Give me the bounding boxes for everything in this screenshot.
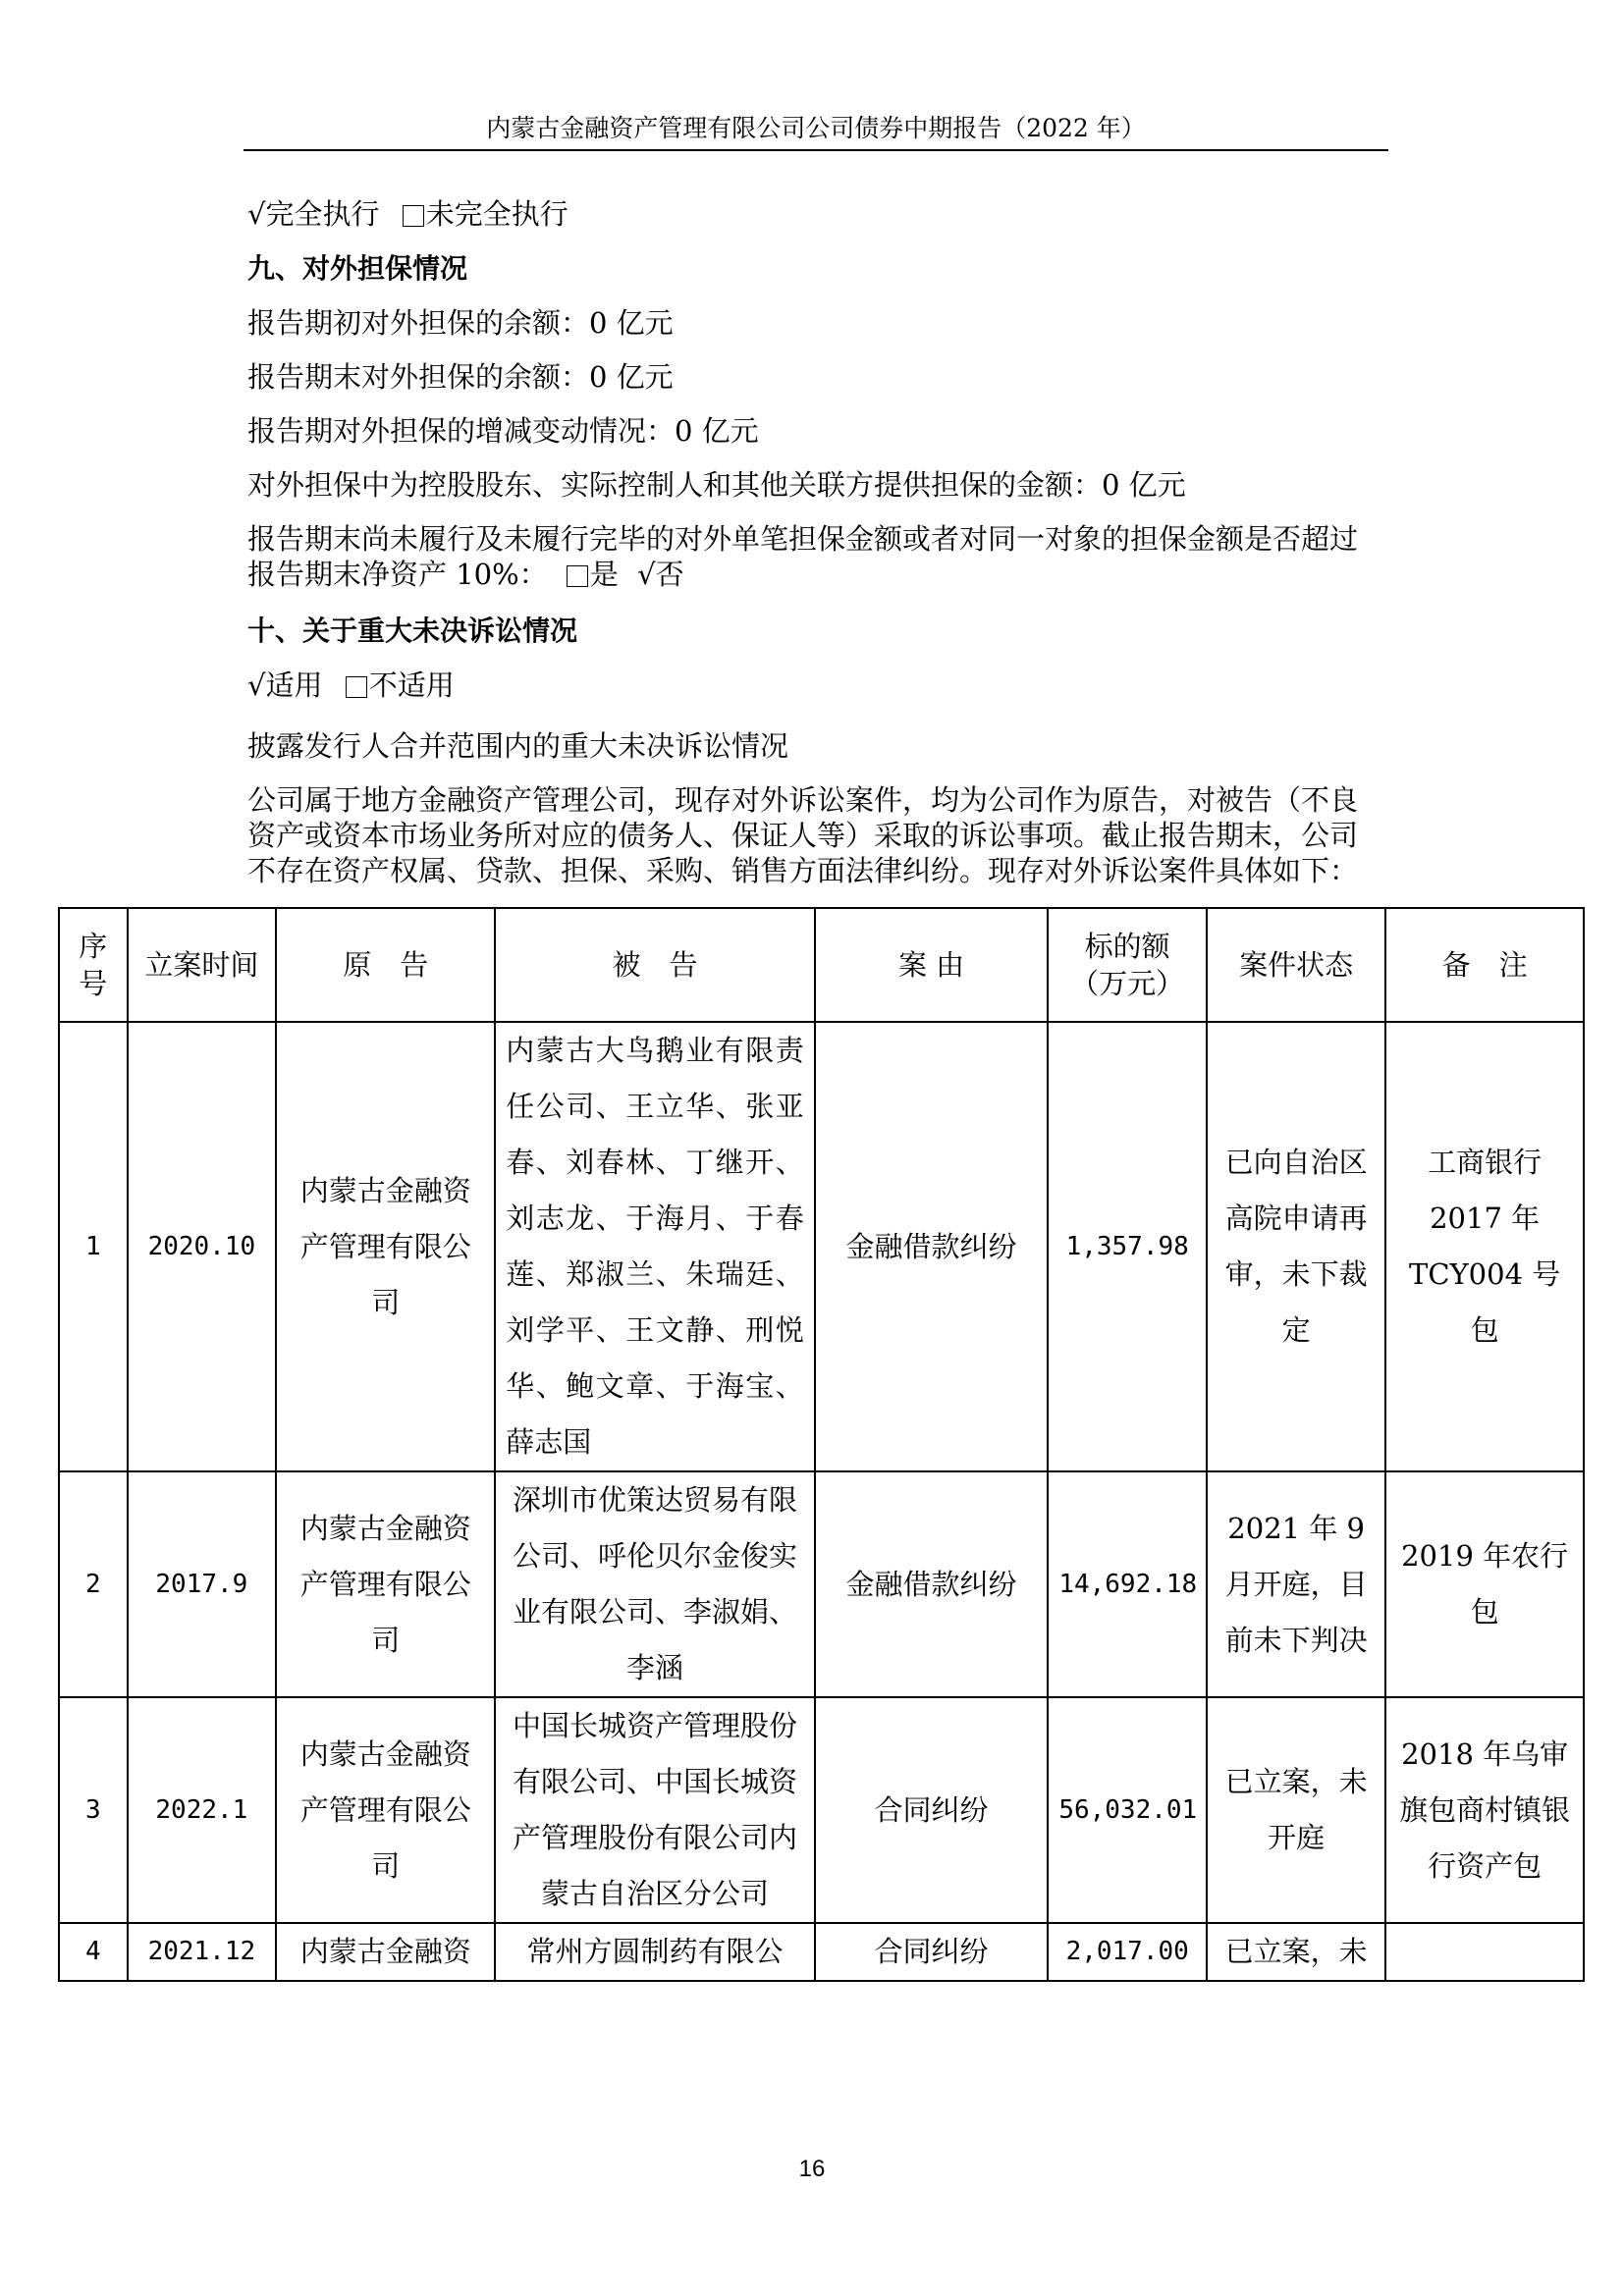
disclosure-title: 披露发行人合并范围内的重大未决诉讼情况 xyxy=(247,729,789,763)
table-row xyxy=(59,1923,1584,1981)
cell-remark xyxy=(1385,1923,1584,1981)
cell-status: 已向自治区高院申请再审，未下裁定 xyxy=(1207,1022,1385,1471)
applicability-line xyxy=(247,667,1391,703)
section-9-title: 九、对外担保情况 xyxy=(247,252,468,285)
table-row xyxy=(59,1471,1584,1697)
guarantee-exceed-label: 报告期末净资产 10%： xyxy=(247,558,548,591)
applicable-option: √适用 xyxy=(247,668,323,702)
table-row xyxy=(59,1697,1584,1923)
header-remark: 备 注 xyxy=(1385,908,1584,1022)
cell-date: 2017.9 xyxy=(128,1471,277,1697)
table-row xyxy=(59,1022,1584,1471)
cell-plaintiff: 内蒙古金融资产管理有限公司 xyxy=(276,1471,495,1697)
cell-remark: 工商银行2017 年TCY004 号包 xyxy=(1385,1022,1584,1471)
report-header: 内蒙古金融资产管理有限公司公司债券中期报告（2022 年） xyxy=(486,114,1146,142)
cell-seq: 4 xyxy=(59,1923,128,1981)
cell-seq: 2 xyxy=(59,1471,128,1697)
header-rule xyxy=(244,149,1388,151)
cell-defendant: 中国长城资产管理股份有限公司、中国长城资产管理股份有限公司内蒙古自治区分公司 xyxy=(495,1697,815,1923)
description-line-2: 资产或资本市场业务所对应的债务人、保证人等）采取的诉讼事项。截止报告期末，公司 xyxy=(247,819,1359,852)
checkbox-empty-icon xyxy=(567,565,588,587)
cell-amount: 2,017.00 xyxy=(1048,1923,1207,1981)
cell-amount: 1,357.98 xyxy=(1048,1022,1207,1471)
no-option: √否 xyxy=(637,558,684,591)
litigation-table xyxy=(58,907,1585,1982)
cell-status: 已立案，未开庭 xyxy=(1207,1697,1385,1923)
cell-remark: 2018 年乌审旗包商村镇银行资产包 xyxy=(1385,1697,1584,1923)
header-plaintiff: 原 告 xyxy=(276,908,495,1022)
header-date: 立案时间 xyxy=(128,908,277,1022)
cell-plaintiff: 内蒙古金融资产管理有限公司 xyxy=(276,1697,495,1923)
header-seq: 序 号 xyxy=(59,908,128,1022)
guarantee-start-balance: 报告期初对外担保的余额：0 亿元 xyxy=(247,306,674,340)
cell-seq: 3 xyxy=(59,1697,128,1923)
guarantee-end-balance: 报告期末对外担保的余额：0 亿元 xyxy=(247,360,674,394)
cell-amount: 14,692.18 xyxy=(1048,1471,1207,1697)
header-cause: 案 由 xyxy=(815,908,1049,1022)
guarantee-related-party: 对外担保中为控股股东、实际控制人和其他关联方提供担保的金额：0 亿元 xyxy=(247,468,1186,502)
execution-full-option: √完全执行 xyxy=(247,197,380,231)
header-defendant: 被 告 xyxy=(495,908,815,1022)
cell-cause: 合同纠纷 xyxy=(815,1697,1049,1923)
page-number: 16 xyxy=(798,2156,826,2182)
cell-status: 2021 年 9 月开庭，目前未下判决 xyxy=(1207,1471,1385,1697)
table-header-row xyxy=(59,908,1584,1022)
cell-seq: 1 xyxy=(59,1022,128,1471)
cell-amount: 56,032.01 xyxy=(1048,1697,1207,1923)
cell-date: 2020.10 xyxy=(128,1022,277,1471)
checkbox-empty-icon xyxy=(346,676,367,698)
cell-date: 2021.12 xyxy=(128,1923,277,1981)
cell-status: 已立案，未 xyxy=(1207,1923,1385,1981)
section-10-title: 十、关于重大未决诉讼情况 xyxy=(247,614,578,647)
execution-partial-option: 未完全执行 xyxy=(425,197,568,231)
guarantee-exceed-question: 报告期末尚未履行及未履行完毕的对外单笔担保金额或者对同一对象的担保金额是否超过 xyxy=(247,522,1359,556)
cell-defendant: 内蒙古大鸟鹅业有限责任公司、王立华、张亚春、刘春林、丁继开、刘志龙、于海月、于春莲、郑淑兰、朱瑞廷、刘学平、王文静、刑悦华、鲍文章、于海宝、薛志国 xyxy=(495,1022,815,1471)
cell-remark: 2019 年农行包 xyxy=(1385,1471,1584,1697)
execution-status-line xyxy=(247,196,1391,232)
header-amount: 标的额 （万元） xyxy=(1048,908,1207,1022)
cell-cause: 金融借款纠纷 xyxy=(815,1022,1049,1471)
cell-date: 2022.1 xyxy=(128,1697,277,1923)
description-line-1: 公司属于地方金融资产管理公司，现存对外诉讼案件，均为公司作为原告，对被告（不良 xyxy=(247,783,1359,817)
cell-cause: 金融借款纠纷 xyxy=(815,1471,1049,1697)
cell-plaintiff: 内蒙古金融资 xyxy=(276,1923,495,1981)
cell-cause: 合同纠纷 xyxy=(815,1923,1049,1981)
checkbox-empty-icon xyxy=(403,205,424,227)
not-applicable-option: 不适用 xyxy=(368,668,455,702)
cell-defendant: 常州方圆制药有限公 xyxy=(495,1923,815,1981)
guarantee-change: 报告期对外担保的增减变动情况：0 亿元 xyxy=(247,414,759,448)
description-line-3: 不存在资产权属、贷款、担保、采购、销售方面法律纠纷。现存对外诉讼案件具体如下： xyxy=(247,854,1359,887)
header-status: 案件状态 xyxy=(1207,908,1385,1022)
cell-plaintiff: 内蒙古金融资产管理有限公司 xyxy=(276,1022,495,1471)
cell-defendant: 深圳市优策达贸易有限公司、呼伦贝尔金俊实业有限公司、李淑娟、李涵 xyxy=(495,1471,815,1697)
guarantee-exceed-answer xyxy=(247,557,1391,592)
yes-option: 是 xyxy=(589,558,619,591)
